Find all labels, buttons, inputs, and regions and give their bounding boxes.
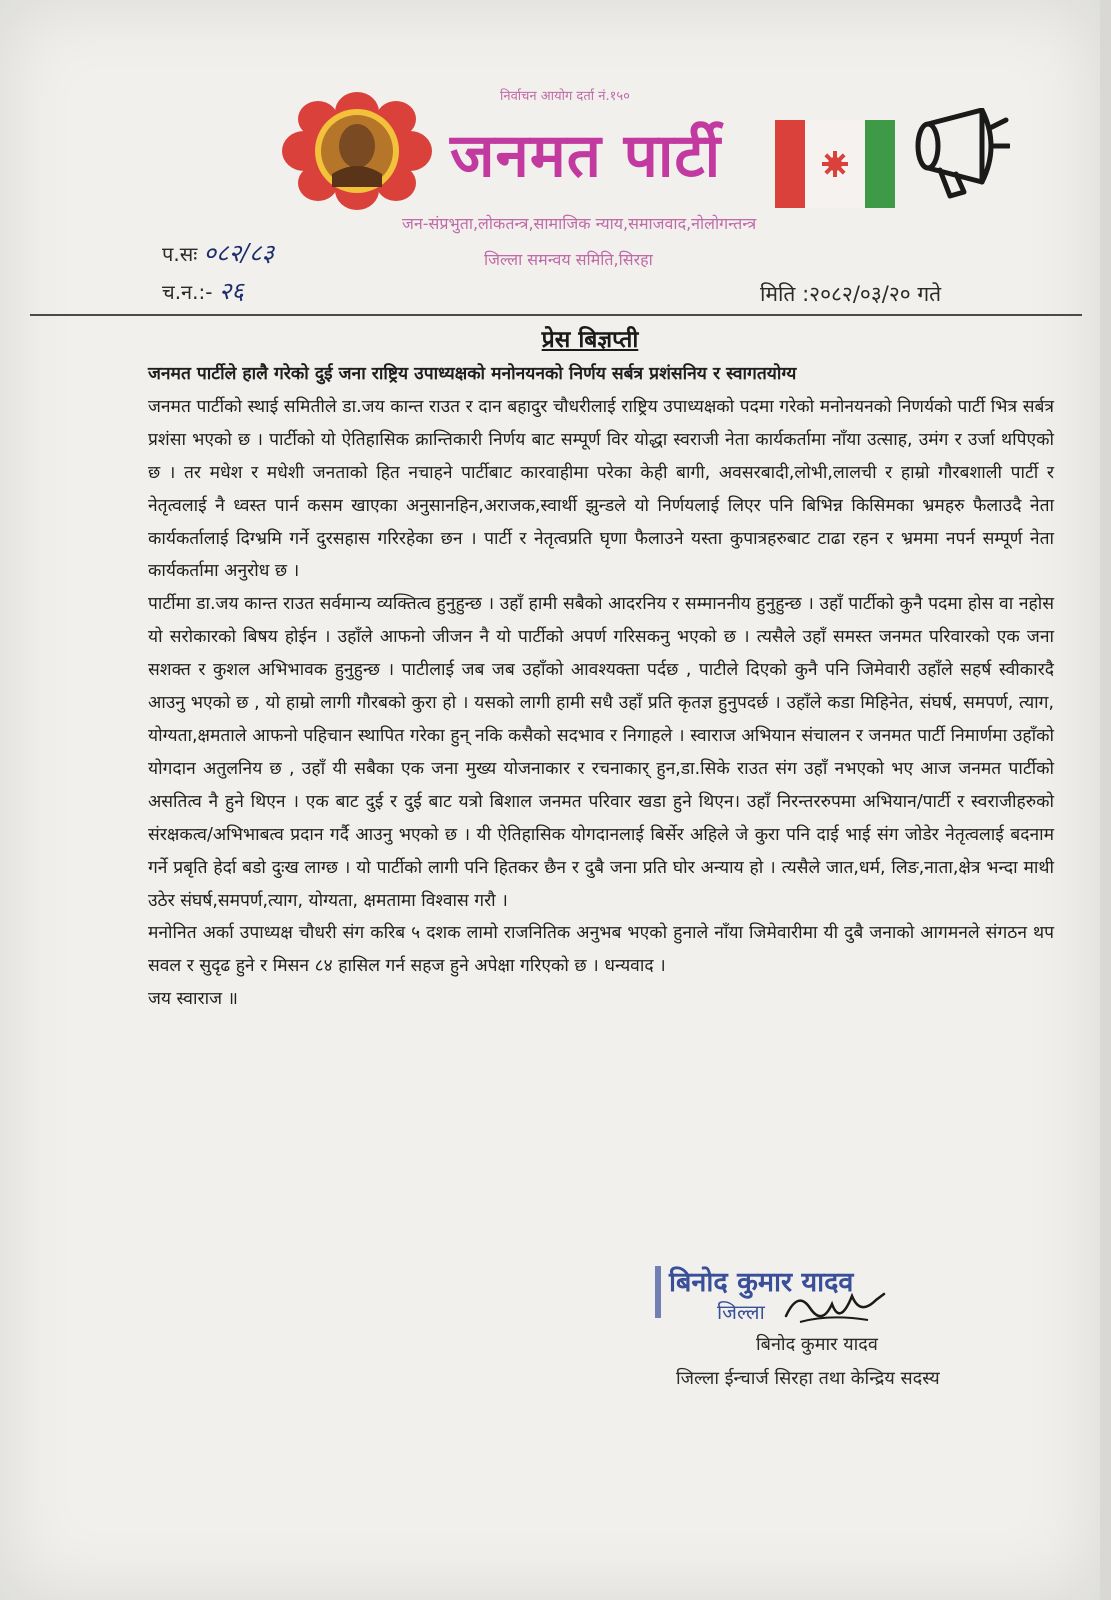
district-committee: जिल्ला समन्वय समिति,सिरहा — [484, 250, 653, 269]
stamp-bar — [655, 1266, 661, 1318]
press-release-title: प्रेस बिज्ञप्ती — [541, 327, 639, 353]
reference-ps — [162, 236, 274, 269]
body-headline: जनमत पार्टीले हालै गरेको दुई जना राष्ट्रिय उपाध्यक्षको मनोनयनको निर्णय सर्बत्र प्रशंसनिय र स्वागतयोग्य — [148, 364, 797, 384]
signer-name: बिनोद कुमार यादव — [756, 1334, 878, 1355]
party-tagline: जन-संप्रभुता,लोकतन्त्र,सामाजिक न्याय,समाजवाद,नोलोगन्तन्त्र — [402, 214, 757, 233]
party-name: जनमत पार्टी — [450, 121, 722, 191]
body-paragraph-1: जनमत पार्टीको स्थाई समितीले डा.जय कान्त राउत र दान बहादुर चौधरीलाई राष्ट्रिय उपाध्यक्षको पदमा गरेको मनोनयनको निणर्यको पार्टी भित्र सर्बत्र प्रशंसा भएको छ । पार्टीको यो ऐतिहासिक क्रान्तिकारी निर्णय बाट सम्पूर्ण विर योद्धा स्वराजी नेता कार्यकर्तामा नाँया उत्साह, उमंग र उर्जा थपिएको छ । तर मधेश र मधेशी जनताको हित नचाहने पार्टीबाट कारवाहीमा परेका केही बागी, अवसरबादी,लोभी,लालची र हाम्रो गौरबशाली पार्टी र नेतृत्वलाई नै ध्वस्त पार्न कसम खाएका अनुसानहिन,अराजक,स्वार्थी झुन्डले यो निर्णयलाई लिएर पनि बिभिन्न किसिमका भ्रमहरु फैलाउदै नेता कार्यकर्तालाई दिग्भ्रमि गर्ने दुरसहास गरिरहेका छन । पार्टी र नेतृत्वप्रति घृणा फैलाउने यस्ता कुपात्रहरुबाट टाढा रहन र भ्रममा नपर्न सम्पूर्ण नेता कार्यकर्तामा अनुरोध छ । — [148, 396, 1054, 582]
letter-date: मिति :२०८२/०३/२० गते — [760, 282, 942, 306]
stamp-name: बिनोद कुमार यादव — [669, 1267, 854, 1298]
cn-label: च.न.:- — [162, 280, 213, 304]
megaphone-icon — [910, 108, 1010, 200]
letter-body — [148, 358, 1054, 1016]
stamp-district: जिल्ला — [717, 1300, 765, 1324]
body-paragraph-3: मनोनित अर्का उपाध्यक्ष चौधरी संग करिब ५ दशक लामो राजनितिक अनुभब भएको हुनाले नाँया जिमेवारीमा यी दुबै जनाको आगमनले संगठन थप सवल र सुदृढ हुने र मिसन ८४ हासिल गर्न सहज हुने अपेक्षा गरिएको छ । धन्यवाद । — [148, 923, 1054, 977]
reference-cn — [162, 274, 244, 307]
signer-title: जिल्ला ईन्चार्ज सिरहा तथा केन्द्रिय सदस्य — [676, 1368, 940, 1389]
flag-icon — [775, 120, 895, 208]
ps-label: प.सः — [162, 242, 198, 266]
signature-icon — [780, 1286, 890, 1332]
ps-value: ०८२/८३ — [203, 239, 275, 267]
flower-emblem-icon — [282, 92, 432, 210]
header-divider — [30, 314, 1082, 316]
registration-number: निर्वाचन आयोग दर्ता नं.१५० — [500, 89, 630, 104]
body-paragraph-2: पार्टीमा डा.जय कान्त राउत सर्वमान्य व्यक्तित्व हुनुहुन्छ । उहाँ हामी सबैको आदरनिय र सम्माननीय हुनुहुन्छ । उहाँ पार्टीको कुनै पदमा होस वा नहोस यो सरोकारको बिषय होईन । उहाँले आफनो जीजन नै यो पार्टीको अपर्ण गरिसकनु भएको छ । त्यसैले उहाँ समस्त जनमत परिवारको एक जना सशक्त र कुशल अभिभावक हुनुहुन्छ । पाटीलाई जब जब उहाँको आवश्यक्ता पर्दछ , पाटीले दिएको कुनै पनि जिमेवारी उहाँले सहर्ष स्वीकारदै आउनु भएको छ , यो हाम्रो लागी गौरबको कुरा हो । यसको लागी हामी सधै उहाँ प्रति कृतज्ञ हुनुपदर्छ । उहाँले कडा मिहिनेत, संघर्ष, समपर्ण, त्याग, योग्यता,क्षमताले आफनो पहिचान स्थापित गरेका हुन् नकि कसैको सदभाव र निगाहले । स्वाराज अभियान संचालन र जनमत पार्टी निमार्णमा उहाँको योगदान अतुलनिय छ , उहाँ यी सबैका एक जना मुख्य योजनाकार र रचनाकार् हुन,डा.सिके राउत संग उहाँ नभएको भए आज जनमत पार्टीको असतित्व नै हुने थिएन । एक बाट दुई र दुई बाट यत्रो बिशाल जनमत परिवार खडा हुने थिएन। उहाँ निरन्तररुपमा अभियान/पार्टी र स्वराजीहरुको संरक्षकत्व/अभिभाबत्व प्रदान गर्दै आउनु भएको छ । यी ऐतिहासिक योगदानलाई बिर्सेर अहिले जे कुरा पनि दाई भाई संग जोडेर नेतृत्वलाई बदनाम गर्ने प्रबृति हेर्दा बडो दुःख लाग्छ । यो पार्टीको लागी पनि हितकर छैन र दुबै जना प्रति घोर अन्याय हो । त्यसैले जात,धर्म, लिङ,नाता,क्षेत्र भन्दा माथी उठेर संघर्ष,समपर्ण,त्याग, योग्यता, क्षमतामा विश्वास गरौ । — [148, 594, 1054, 911]
body-closing: जय स्वाराज ॥ — [148, 989, 238, 1010]
cn-value: २६ — [218, 277, 244, 305]
